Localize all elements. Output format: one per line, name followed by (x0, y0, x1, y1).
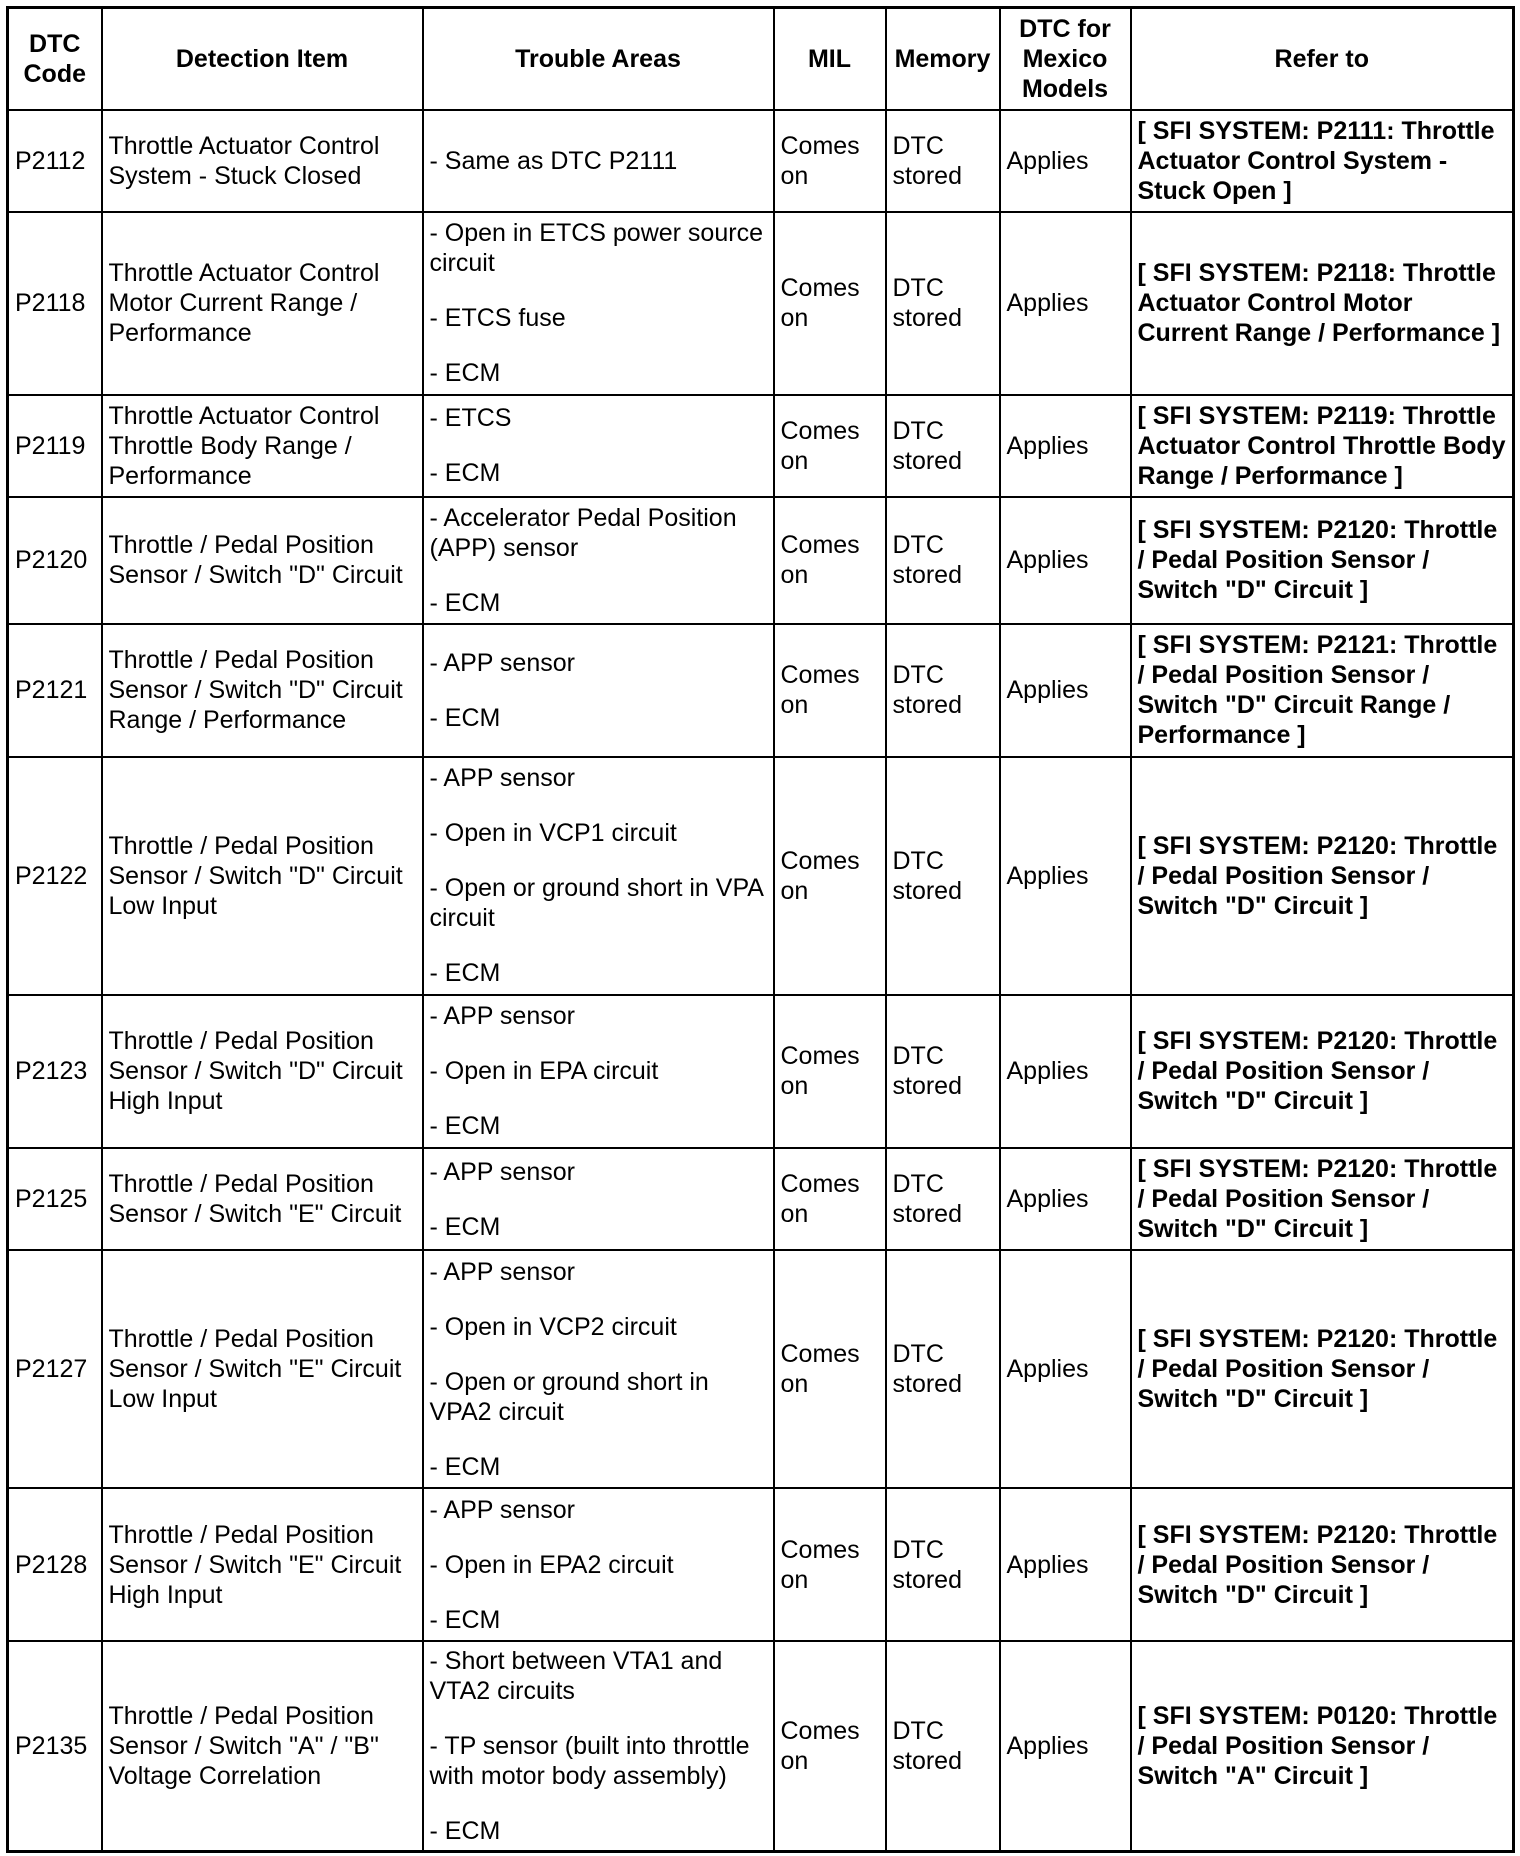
dtc-code-cell: P2122 (8, 757, 102, 995)
mexico-cell: Applies (1000, 1488, 1131, 1641)
trouble-areas-cell (423, 995, 774, 1148)
trouble-areas-cell (423, 395, 774, 497)
table-row (8, 757, 1514, 995)
dtc-code-cell: P2127 (8, 1250, 102, 1488)
detection-item-cell: Throttle / Pedal Position Sensor / Switch "E" Circuit Low Input (102, 1250, 423, 1488)
trouble-area-item: - Open in VCP2 circuit (429, 1312, 677, 1341)
memory-cell: DTC stored (886, 757, 1000, 995)
trouble-area-item: - Short between VTA1 and VTA2 circuits (429, 1647, 723, 1706)
table-row (8, 212, 1514, 395)
dtc-code-cell: P2123 (8, 995, 102, 1148)
dtc-code-cell: P2119 (8, 395, 102, 497)
trouble-areas-cell (423, 624, 774, 757)
mil-cell: Comes on (774, 1488, 886, 1641)
trouble-area-item: - ECM (429, 1112, 501, 1141)
memory-cell: DTC stored (886, 395, 1000, 497)
trouble-areas-cell (423, 110, 774, 212)
mexico-cell: Applies (1000, 995, 1131, 1148)
trouble-area-item: - Accelerator Pedal Position (APP) sensor (429, 503, 737, 562)
refer-to-cell: [ SFI SYSTEM: P2120: Throttle / Pedal Position Sensor / Switch "D" Circuit ] (1131, 757, 1514, 995)
table-row (8, 1148, 1514, 1250)
trouble-area-item: - APP sensor (429, 1002, 575, 1031)
mil-cell: Comes on (774, 757, 886, 995)
table-row (8, 995, 1514, 1148)
mil-cell: Comes on (774, 995, 886, 1148)
memory-cell: DTC stored (886, 212, 1000, 395)
dtc-table (6, 6, 1515, 1853)
trouble-areas-cell (423, 1250, 774, 1488)
trouble-areas-cell (423, 757, 774, 995)
mexico-cell: Applies (1000, 1148, 1131, 1250)
trouble-area-item: - APP sensor (429, 1495, 575, 1524)
detection-item-cell: Throttle / Pedal Position Sensor / Switch "E" Circuit (102, 1148, 423, 1250)
detection-item-cell: Throttle / Pedal Position Sensor / Switch "D" Circuit High Input (102, 995, 423, 1148)
header-code: DTC Code (8, 8, 102, 110)
table-row (8, 1250, 1514, 1488)
header-trouble-areas: Trouble Areas (423, 8, 774, 110)
refer-to-cell: [ SFI SYSTEM: P2120: Throttle / Pedal Position Sensor / Switch "D" Circuit ] (1131, 1488, 1514, 1641)
table-row (8, 1488, 1514, 1641)
trouble-area-item: - TP sensor (built into throttle with motor body assembly) (429, 1732, 750, 1791)
table-row (8, 110, 1514, 212)
dtc-code-cell: P2121 (8, 624, 102, 757)
detection-item-cell: Throttle Actuator Control Throttle Body Range / Performance (102, 395, 423, 497)
trouble-area-item: - ECM (429, 588, 501, 617)
detection-item-cell: Throttle Actuator Control System - Stuck Closed (102, 110, 423, 212)
trouble-area-item: - Open in VCP1 circuit (429, 819, 677, 848)
dtc-code-cell: P2135 (8, 1641, 102, 1851)
trouble-areas-cell (423, 1488, 774, 1641)
memory-cell: DTC stored (886, 624, 1000, 757)
table-row (8, 1641, 1514, 1851)
dtc-code-cell: P2118 (8, 212, 102, 395)
table-row (8, 624, 1514, 757)
mexico-cell: Applies (1000, 497, 1131, 624)
header-memory: Memory (886, 8, 1000, 110)
trouble-area-item: - ECM (429, 1212, 501, 1241)
memory-cell: DTC stored (886, 1488, 1000, 1641)
memory-cell: DTC stored (886, 995, 1000, 1148)
refer-to-cell: [ SFI SYSTEM: P2120: Throttle / Pedal Position Sensor / Switch "D" Circuit ] (1131, 1148, 1514, 1250)
trouble-area-item: - ECM (429, 359, 501, 388)
mexico-cell: Applies (1000, 624, 1131, 757)
refer-to-cell: [ SFI SYSTEM: P2120: Throttle / Pedal Position Sensor / Switch "D" Circuit ] (1131, 995, 1514, 1148)
header-detection-item: Detection Item (102, 8, 423, 110)
mil-cell: Comes on (774, 624, 886, 757)
trouble-area-item: - ECM (429, 1605, 501, 1634)
detection-item-cell: Throttle / Pedal Position Sensor / Switch "D" Circuit Low Input (102, 757, 423, 995)
refer-to-cell: [ SFI SYSTEM: P2118: Throttle Actuator Control Motor Current Range / Performance ] (1131, 212, 1514, 395)
trouble-area-item: - ECM (429, 459, 501, 488)
mexico-cell: Applies (1000, 1641, 1131, 1851)
memory-cell: DTC stored (886, 1641, 1000, 1851)
table-row (8, 497, 1514, 624)
trouble-area-item: - ETCS fuse (429, 304, 566, 333)
detection-item-cell: Throttle / Pedal Position Sensor / Switch "D" Circuit Range / Performance (102, 624, 423, 757)
trouble-area-item: - Open or ground short in VPA2 circuit (429, 1367, 709, 1426)
refer-to-cell: [ SFI SYSTEM: P2120: Throttle / Pedal Position Sensor / Switch "D" Circuit ] (1131, 497, 1514, 624)
trouble-areas-cell (423, 497, 774, 624)
mexico-cell: Applies (1000, 212, 1131, 395)
mexico-cell: Applies (1000, 757, 1131, 995)
dtc-code-cell: P2120 (8, 497, 102, 624)
memory-cell: DTC stored (886, 110, 1000, 212)
mexico-cell: Applies (1000, 395, 1131, 497)
trouble-areas-cell (423, 1148, 774, 1250)
header-row (8, 8, 1514, 110)
refer-to-cell: [ SFI SYSTEM: P0120: Throttle / Pedal Position Sensor / Switch "A" Circuit ] (1131, 1641, 1514, 1851)
trouble-area-item: - APP sensor (429, 764, 575, 793)
mexico-cell: Applies (1000, 110, 1131, 212)
trouble-area-item: - Open in EPA circuit (429, 1057, 659, 1086)
detection-item-cell: Throttle Actuator Control Motor Current Range / Performance (102, 212, 423, 395)
trouble-area-item: - Open in ETCS power source circuit (429, 219, 763, 278)
table-row (8, 395, 1514, 497)
dtc-code-cell: P2125 (8, 1148, 102, 1250)
mil-cell: Comes on (774, 395, 886, 497)
table-body (8, 110, 1514, 1852)
trouble-area-item: - Same as DTC P2111 (429, 146, 678, 175)
dtc-code-cell: P2112 (8, 110, 102, 212)
memory-cell: DTC stored (886, 1250, 1000, 1488)
trouble-area-item: - ECM (429, 1452, 501, 1481)
trouble-area-item: - ECM (429, 959, 501, 988)
trouble-area-item: - ETCS (429, 404, 512, 433)
detection-item-cell: Throttle / Pedal Position Sensor / Switch "A" / "B" Voltage Correlation (102, 1641, 423, 1851)
header-refer-to: Refer to (1131, 8, 1514, 110)
refer-to-cell: [ SFI SYSTEM: P2121: Throttle / Pedal Position Sensor / Switch "D" Circuit Range / Performance ] (1131, 624, 1514, 757)
header-mil: MIL (774, 8, 886, 110)
mil-cell: Comes on (774, 212, 886, 395)
dtc-code-cell: P2128 (8, 1488, 102, 1641)
trouble-area-item: - Open in EPA2 circuit (429, 1550, 674, 1579)
trouble-area-item: - ECM (429, 1817, 501, 1846)
trouble-area-item: - ECM (429, 703, 501, 732)
memory-cell: DTC stored (886, 1148, 1000, 1250)
header-mexico: DTC for Mexico Models (1000, 8, 1131, 110)
trouble-area-item: - APP sensor (429, 648, 575, 677)
mil-cell: Comes on (774, 497, 886, 624)
refer-to-cell: [ SFI SYSTEM: P2120: Throttle / Pedal Position Sensor / Switch "D" Circuit ] (1131, 1250, 1514, 1488)
mexico-cell: Applies (1000, 1250, 1131, 1488)
mil-cell: Comes on (774, 1148, 886, 1250)
mil-cell: Comes on (774, 110, 886, 212)
mil-cell: Comes on (774, 1641, 886, 1851)
trouble-area-item: - Open or ground short in VPA circuit (429, 874, 763, 933)
trouble-areas-cell (423, 1641, 774, 1851)
trouble-area-item: - APP sensor (429, 1157, 575, 1186)
trouble-area-item: - APP sensor (429, 1257, 575, 1286)
detection-item-cell: Throttle / Pedal Position Sensor / Switch "D" Circuit (102, 497, 423, 624)
detection-item-cell: Throttle / Pedal Position Sensor / Switch "E" Circuit High Input (102, 1488, 423, 1641)
refer-to-cell: [ SFI SYSTEM: P2119: Throttle Actuator Control Throttle Body Range / Performance ] (1131, 395, 1514, 497)
memory-cell: DTC stored (886, 497, 1000, 624)
mil-cell: Comes on (774, 1250, 886, 1488)
refer-to-cell: [ SFI SYSTEM: P2111: Throttle Actuator Control System - Stuck Open ] (1131, 110, 1514, 212)
trouble-areas-cell (423, 212, 774, 395)
